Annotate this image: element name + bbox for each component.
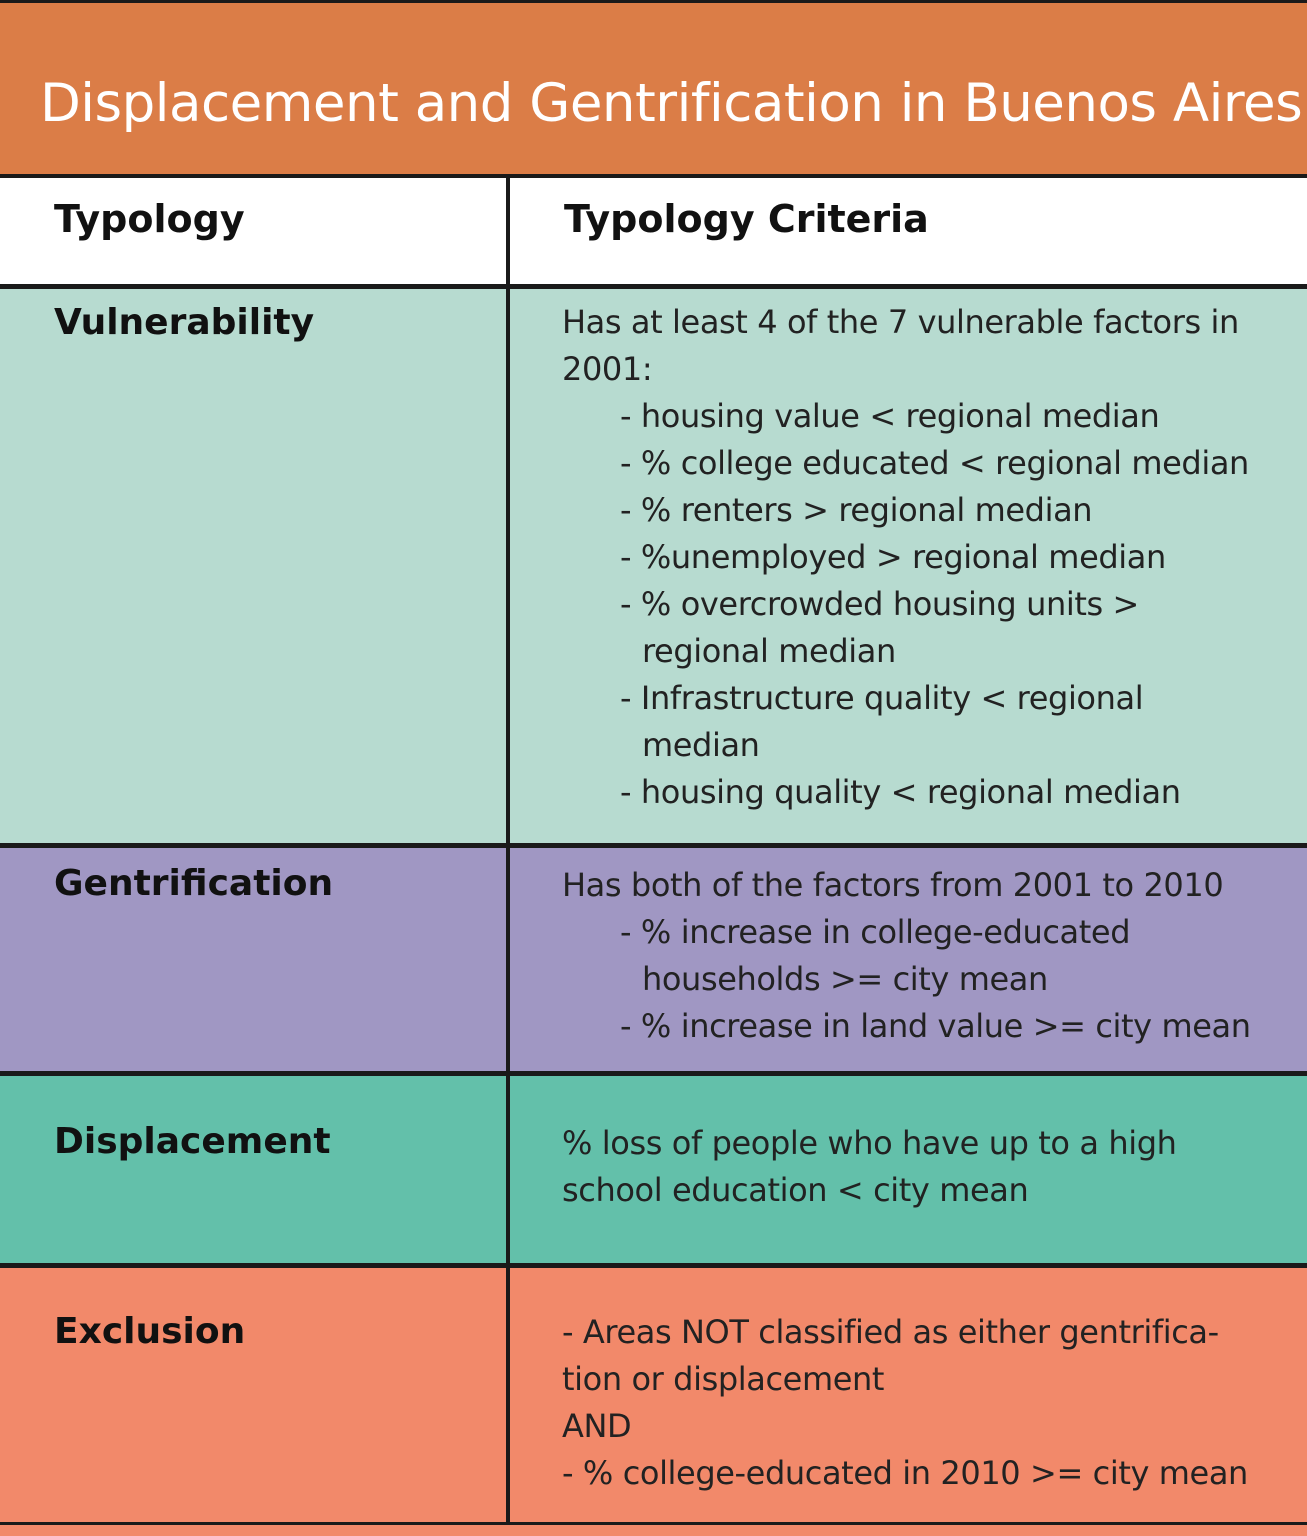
criteria-bullet: - % increase in college-educated: [620, 913, 1131, 951]
header-criteria: Typology Criteria: [564, 197, 929, 241]
criteria-bullet-continuation: regional median: [642, 632, 896, 670]
table-header-row: [0, 174, 1307, 287]
page-title: Displacement and Gentrification in Buenos Aires: [40, 73, 1303, 134]
criteria-bullet: - Infrastructure quality < regional: [620, 679, 1144, 717]
criteria-text-line: - Areas NOT classified as either gentrifica-: [562, 1313, 1219, 1351]
criteria-text-line: AND: [562, 1407, 632, 1445]
table-row-exclusion: [0, 1266, 1307, 1536]
criteria-text-line: 2001:: [562, 350, 653, 388]
criteria-bullet: - % college educated < regional median: [620, 444, 1249, 482]
row-divider: [0, 284, 1307, 289]
column-divider: [506, 174, 510, 1524]
typology-exclusion: Exclusion: [54, 1311, 246, 1352]
table-row-vulnerability: [0, 287, 1307, 846]
criteria-exclusion: [562, 1309, 1248, 1497]
criteria-displacement: [562, 1120, 1177, 1214]
header-typology: Typology: [54, 197, 245, 241]
criteria-text-line: tion or displacement: [562, 1360, 885, 1398]
table-bottom-border: [0, 1522, 1307, 1525]
row-divider: [0, 1071, 1307, 1076]
criteria-text-line: Has both of the factors from 2001 to 2010: [562, 866, 1224, 904]
typology-vulnerability: Vulnerability: [54, 302, 315, 343]
criteria-bullet: - % overcrowded housing units >: [620, 585, 1139, 623]
table-row-gentrification: [0, 846, 1307, 1074]
row-divider: [0, 1263, 1307, 1268]
criteria-gentrification: [562, 862, 1251, 1050]
criteria-text-line: % loss of people who have up to a high: [562, 1124, 1177, 1162]
typology-gentrification: Gentrification: [54, 863, 334, 904]
criteria-bullet: - housing quality < regional median: [620, 773, 1181, 811]
criteria-text-line: - % college-educated in 2010 >= city mean: [562, 1454, 1248, 1492]
criteria-bullet: - housing value < regional median: [620, 397, 1160, 435]
criteria-bullet: - % renters > regional median: [620, 491, 1093, 529]
criteria-text-line: school education < city mean: [562, 1171, 1029, 1209]
typology-displacement: Displacement: [54, 1121, 331, 1162]
table-row-displacement: [0, 1074, 1307, 1266]
title-banner: [0, 0, 1307, 174]
criteria-bullet-continuation: median: [642, 726, 760, 764]
criteria-bullet: - %unemployed > regional median: [620, 538, 1166, 576]
criteria-bullet-continuation: households >= city mean: [642, 960, 1048, 998]
criteria-vulnerability: [562, 299, 1249, 816]
criteria-text-line: Has at least 4 of the 7 vulnerable factors in: [562, 303, 1239, 341]
criteria-bullet: - % increase in land value >= city mean: [620, 1007, 1251, 1045]
row-divider: [0, 843, 1307, 848]
